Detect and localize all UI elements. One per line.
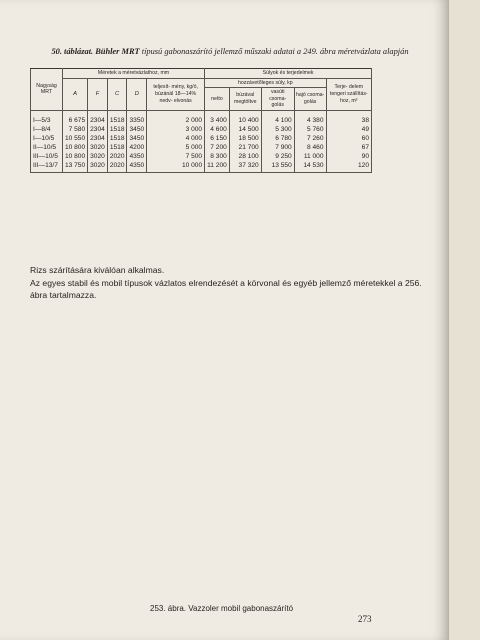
table-cell: 21 700 (229, 143, 261, 152)
table-cell: 3450 (127, 125, 147, 134)
table-cell: 4 600 (205, 125, 230, 134)
table-cell: 2304 (88, 125, 108, 134)
table-cell: 5 000 (147, 143, 205, 152)
table-cell: 10 000 (147, 161, 205, 173)
table-cell: 5 300 (261, 125, 294, 134)
table-row (31, 161, 372, 173)
table-cell: 37 320 (229, 161, 261, 173)
table-cell: 4350 (127, 161, 147, 173)
table-cell: 1518 (107, 110, 127, 125)
table-body (31, 110, 372, 172)
header-capacity: teljesít- mény, kg/ó, búzánál 18—14% nedv- elvonás (147, 78, 205, 110)
table-cell: 3 000 (147, 125, 205, 134)
table-row (31, 152, 372, 161)
table-cell: 10 800 (62, 143, 87, 152)
table-cell: 90 (326, 152, 371, 161)
table-cell: 28 100 (229, 152, 261, 161)
header-col-a: A (62, 78, 87, 110)
table-cell: 67 (326, 143, 371, 152)
dryer-illustration (30, 330, 420, 600)
table-cell: 18 500 (229, 134, 261, 143)
table-cell: 60 (326, 134, 371, 143)
table-cell: 13 550 (261, 161, 294, 173)
table-cell: 5 760 (294, 125, 326, 134)
table-cell: 49 (326, 125, 371, 134)
row-model: III—13/7 (31, 161, 63, 173)
table-cell: 4 100 (261, 110, 294, 125)
header-weights-group: Súlyok és terjedelmek (205, 69, 372, 79)
table-cell: 6 150 (205, 134, 230, 143)
table-cell: 3020 (88, 152, 108, 161)
table-cell: 7 500 (147, 152, 205, 161)
table-cell: 4 000 (147, 134, 205, 143)
table-cell: 14 500 (229, 125, 261, 134)
row-model: II—10/5 (31, 143, 63, 152)
header-net: netto (205, 88, 230, 111)
table-cell: 1518 (107, 143, 127, 152)
table-caption-rest: típusú gabonaszárító jellemző műszaki adatai a 249. ábra méretvázlata alapján (141, 47, 409, 56)
header-approx-weight: hozzávetőleges súly, kp (205, 78, 326, 88)
table-cell: 4 380 (294, 110, 326, 125)
table-cell: 11 000 (294, 152, 326, 161)
figure-caption: 253. ábra. Vazzoler mobil gabonaszárító (150, 604, 294, 613)
table-caption-lead: 50. táblázat. Bühler MRT (51, 47, 140, 56)
table-row (31, 143, 372, 152)
header-rail: vasúti csoma- golás (261, 88, 294, 111)
table-cell: 2020 (107, 152, 127, 161)
table-cell: 10 800 (62, 152, 87, 161)
table-cell: 120 (326, 161, 371, 173)
header-ship: hajó csoma- golás (294, 88, 326, 111)
table-cell: 1518 (107, 125, 127, 134)
table-cell: 8 300 (205, 152, 230, 161)
header-col-f: F (88, 78, 108, 110)
table-caption (30, 46, 430, 57)
table-row (31, 110, 372, 125)
table-cell: 2 000 (147, 110, 205, 125)
table-cell: 6 780 (261, 134, 294, 143)
table-cell: 8 460 (294, 143, 326, 152)
table-cell: 2304 (88, 110, 108, 125)
specification-table (30, 68, 372, 173)
table-cell: 10 400 (229, 110, 261, 125)
header-size: Nagyság MRT (31, 69, 63, 111)
table-cell: 7 900 (261, 143, 294, 152)
table-cell: 13 750 (62, 161, 87, 173)
page-number: 273 (358, 614, 372, 624)
table-cell: 2304 (88, 134, 108, 143)
table-cell: 11 200 (205, 161, 230, 173)
table-cell: 3350 (127, 110, 147, 125)
table-cell: 3020 (88, 143, 108, 152)
table-row (31, 125, 372, 134)
header-wheat: búzával megtöltve (229, 88, 261, 111)
table-cell: 6 675 (62, 110, 87, 125)
table-cell: 3 400 (205, 110, 230, 125)
table-cell: 4200 (127, 143, 147, 152)
adjacent-page-edge (448, 0, 480, 640)
row-model: I—5/3 (31, 110, 63, 125)
table-cell: 7 260 (294, 134, 326, 143)
table-cell: 38 (326, 110, 371, 125)
table-cell: 9 250 (261, 152, 294, 161)
header-col-c: C (107, 78, 127, 110)
table-cell: 14 530 (294, 161, 326, 173)
row-model: I—8/4 (31, 125, 63, 134)
table-cell: 10 550 (62, 134, 87, 143)
header-col-d: D (127, 78, 147, 110)
row-model: III—10/5 (31, 152, 63, 161)
table-cell: 4350 (127, 152, 147, 161)
table-row (31, 134, 372, 143)
table-cell: 3450 (127, 134, 147, 143)
header-dimensions-group: Méretek a méretvázlathoz, mm (62, 69, 204, 79)
table-cell: 3020 (88, 161, 108, 173)
table-cell: 2020 (107, 161, 127, 173)
header-volume: Terje- delem tengeri szállítás- hoz, m³ (326, 78, 371, 110)
paragraph-rice: Rizs szárítására kiválóan alkalmas. (30, 265, 165, 275)
table-cell: 7 580 (62, 125, 87, 134)
row-model: I—10/5 (31, 134, 63, 143)
table-cell: 7 200 (205, 143, 230, 152)
paragraph-layout: Az egyes stabil és mobil típusok vázlatos elrendezését a körvonal és egyéb jellemző méretekkel a 256. ábra tartalmazza. (30, 278, 422, 300)
table-cell: 1518 (107, 134, 127, 143)
